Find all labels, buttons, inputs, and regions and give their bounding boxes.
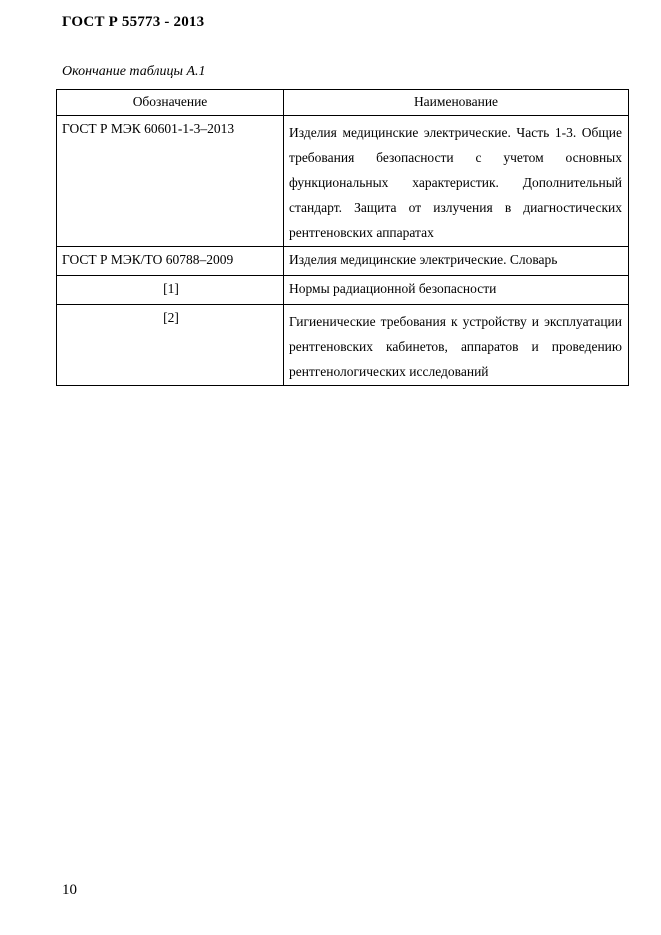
- cell-designation: [2]: [57, 305, 284, 386]
- table-caption: Окончание таблицы А.1: [62, 64, 206, 79]
- cell-designation: ГОСТ Р МЭК 60601-1-3–2013: [57, 116, 284, 247]
- column-header-name: Наименование: [284, 90, 629, 116]
- cell-designation: [1]: [57, 276, 284, 305]
- cell-name: Нормы радиационной безопасности: [284, 276, 629, 305]
- table-row: [57, 247, 629, 276]
- table-row: [57, 116, 629, 247]
- document-header: ГОСТ Р 55773 - 2013: [62, 14, 205, 30]
- page-number: 10: [62, 882, 77, 898]
- references-table: [56, 89, 629, 386]
- column-header-designation: Обозначение: [57, 90, 284, 116]
- table-row: [57, 276, 629, 305]
- table-row: [57, 305, 629, 386]
- cell-name: Изделия медицинские электрические. Часть 1-3. Общие требования безопасности с учетом основных функциональных характеристик. Дополнительный стандарт. Защита от излучения в диагностических рентгеновских аппаратах: [284, 116, 629, 247]
- cell-name: Гигиенические требования к устройству и эксплуатации рентгеновских кабинетов, аппаратов и проведению рентгенологических исследований: [284, 305, 629, 386]
- cell-designation: ГОСТ Р МЭК/ТО 60788–2009: [57, 247, 284, 276]
- table-header-row: [57, 90, 629, 116]
- cell-name: Изделия медицинские электрические. Словарь: [284, 247, 629, 276]
